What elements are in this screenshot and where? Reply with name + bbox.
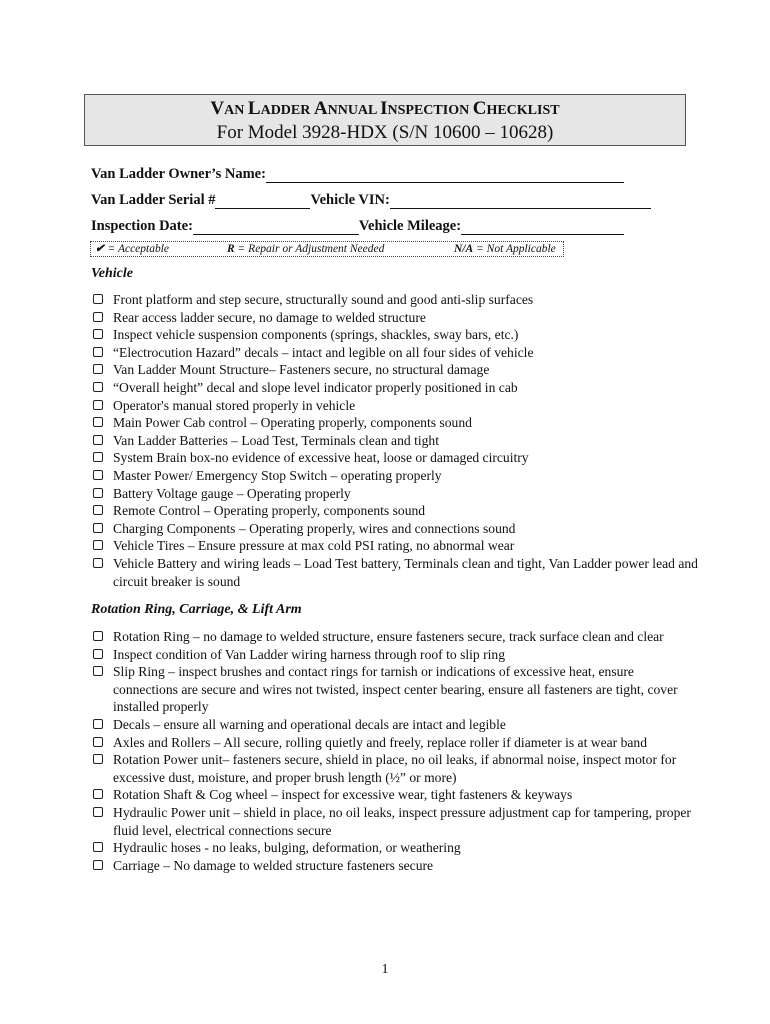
page-number: 1 [381,962,389,977]
checkbox[interactable] [93,312,103,322]
checkbox[interactable] [93,666,103,676]
checkbox[interactable] [93,488,103,498]
checkbox[interactable] [93,807,103,817]
checklist-item-text: Vehicle Battery and wiring leads – Load Test battery, Terminals clean and tight, Van Ladder power lead and circuit breaker is sound [113,555,698,589]
legend-not-applicable: N/A = Not Applicable [454,243,556,255]
checklist-item [91,646,701,664]
checklist-item [91,414,701,432]
inspection-date-field[interactable] [193,219,359,235]
checkbox[interactable] [93,435,103,445]
checklist-item-text: Van Ladder Batteries – Load Test, Terminals clean and tight [113,432,440,448]
checklist-item-text: “Overall height” decal and slope level indicator properly positioned in cab [113,379,518,395]
checklist-item [91,839,701,857]
checklist-item [91,857,701,875]
vin-label: Vehicle VIN: [310,192,390,208]
title-box [84,94,686,146]
date-mileage-row [91,215,624,235]
checkbox[interactable] [93,860,103,870]
rating-legend [90,241,564,257]
checklist-item [91,397,701,415]
checklist-item-text: Slip Ring – inspect brushes and contact rings for tarnish or indications of excessive heat, ensure connections are secure and wires not twisted, inspect center bearing, ensure all fasteners are tight, cover installed properly [113,664,678,715]
checklist-item-text: Vehicle Tires – Ensure pressure at max cold PSI rating, no abnormal wear [113,538,515,554]
checklist-item [91,716,701,734]
checkbox[interactable] [93,719,103,729]
checkbox[interactable] [93,754,103,764]
checklist-item-text: Battery Voltage gauge – Operating properly [113,485,351,501]
checklist-item [91,537,701,555]
checkbox[interactable] [93,400,103,410]
checkbox[interactable] [93,329,103,339]
checklist-item [91,520,701,538]
checkbox[interactable] [93,558,103,568]
checkbox[interactable] [93,417,103,427]
checklist-item-text: Main Power Cab control – Operating properly, components sound [113,415,472,431]
vehicle-checklist [91,291,701,590]
page-subtitle: For Model 3928-HDX (S/N 10600 – 10628) [216,122,554,143]
serial-vin-row [91,189,651,209]
checkbox[interactable] [93,523,103,533]
checklist-item [91,734,701,752]
checkbox[interactable] [93,382,103,392]
inspection-date-label: Inspection Date: [91,218,193,234]
checkbox[interactable] [93,842,103,852]
section-heading-vehicle: Vehicle [91,266,133,281]
checklist-item-text: Axles and Rollers – All secure, rolling quietly and freely, replace roller if diameter is at wear band [113,734,647,750]
checklist-item-text: Inspect vehicle suspension components (springs, shackles, sway bars, etc.) [113,327,519,343]
legend-repair: R = Repair or Adjustment Needed [227,243,385,255]
checklist-item [91,628,701,646]
checkbox[interactable] [93,540,103,550]
checklist-item [91,309,701,327]
checkbox[interactable] [93,631,103,641]
checkbox[interactable] [93,364,103,374]
checkmark-icon: ✔ [95,243,105,255]
checklist-item [91,786,701,804]
checklist-item [91,663,701,716]
checkbox[interactable] [93,505,103,515]
checklist-item [91,379,701,397]
checklist-item-text: Rear access ladder secure, no damage to welded structure [113,309,426,325]
serial-field[interactable] [215,193,310,209]
vin-field[interactable] [390,193,651,209]
owner-name-label: Van Ladder Owner’s Name: [91,166,266,182]
checkbox[interactable] [93,789,103,799]
checklist-item [91,555,701,590]
checklist-item [91,751,701,786]
checklist-item-text: Master Power/ Emergency Stop Switch – operating properly [113,467,442,483]
page-title: VAN LADDER ANNUAL INSPECTION CHECKLIST [210,98,560,119]
checklist-item-text: Rotation Power unit– fasteners secure, shield in place, no oil leaks, if abnormal noise, inspect motor for excessive dust, moisture, and proper brush length (½” or more) [113,752,677,785]
checklist-item-text: “Electrocution Hazard” decals – intact and legible on all four sides of vehicle [113,344,534,360]
checklist-item-text: Carriage – No damage to welded structure fasteners secure [113,857,434,873]
checkbox[interactable] [93,649,103,659]
checklist-item-text: Hydraulic hoses - no leaks, bulging, deformation, or weathering [113,840,461,856]
checklist-item-text: Hydraulic Power unit – shield in place, no oil leaks, inspect pressure adjustment cap for tampering, proper fluid level, electrical connections secure [113,804,691,838]
checkbox[interactable] [93,452,103,462]
checklist-item [91,804,701,839]
checklist-item-text: Operator's manual stored properly in vehicle [113,397,356,413]
checklist-item [91,485,701,503]
section-heading-rotation: Rotation Ring, Carriage, & Lift Arm [91,602,302,617]
checklist-item-text: Inspect condition of Van Ladder wiring harness through roof to slip ring [113,646,506,662]
checkbox[interactable] [93,294,103,304]
checklist-item [91,326,701,344]
checklist-item-text: Remote Control – Operating properly, components sound [113,503,426,519]
checklist-item [91,449,701,467]
serial-label: Van Ladder Serial # [91,192,216,208]
checklist-item [91,432,701,450]
mileage-label: Vehicle Mileage: [358,218,462,234]
checklist-item-text: Front platform and step secure, structurally sound and good anti-slip surfaces [113,292,534,307]
checklist-item-text: Van Ladder Mount Structure– Fasteners secure, no structural damage [113,362,490,378]
checklist-item-text: System Brain box-no evidence of excessive heat, loose or damaged circuitry [113,450,529,466]
checkbox[interactable] [93,737,103,747]
mileage-field[interactable] [461,219,624,235]
checklist-item [91,291,701,309]
owner-name-row [91,163,624,183]
rotation-checklist [91,628,701,874]
checklist-item [91,502,701,520]
checklist-item [91,344,701,362]
checkbox[interactable] [93,347,103,357]
checklist-item-text: Decals – ensure all warning and operational decals are intact and legible [113,716,506,732]
checklist-item [91,467,701,485]
checklist-item-text: Rotation Ring – no damage to welded structure, ensure fasteners secure, track surface clean and clear [113,629,664,644]
checklist-item-text: Charging Components – Operating properly, wires and connections sound [113,520,516,536]
checkbox[interactable] [93,470,103,480]
checklist-item-text: Rotation Shaft & Cog wheel – inspect for excessive wear, tight fasteners & keyways [113,787,573,803]
legend-acceptable: ✔ = Acceptable [95,243,170,255]
owner-name-field[interactable] [266,167,624,183]
checklist-item [91,361,701,379]
